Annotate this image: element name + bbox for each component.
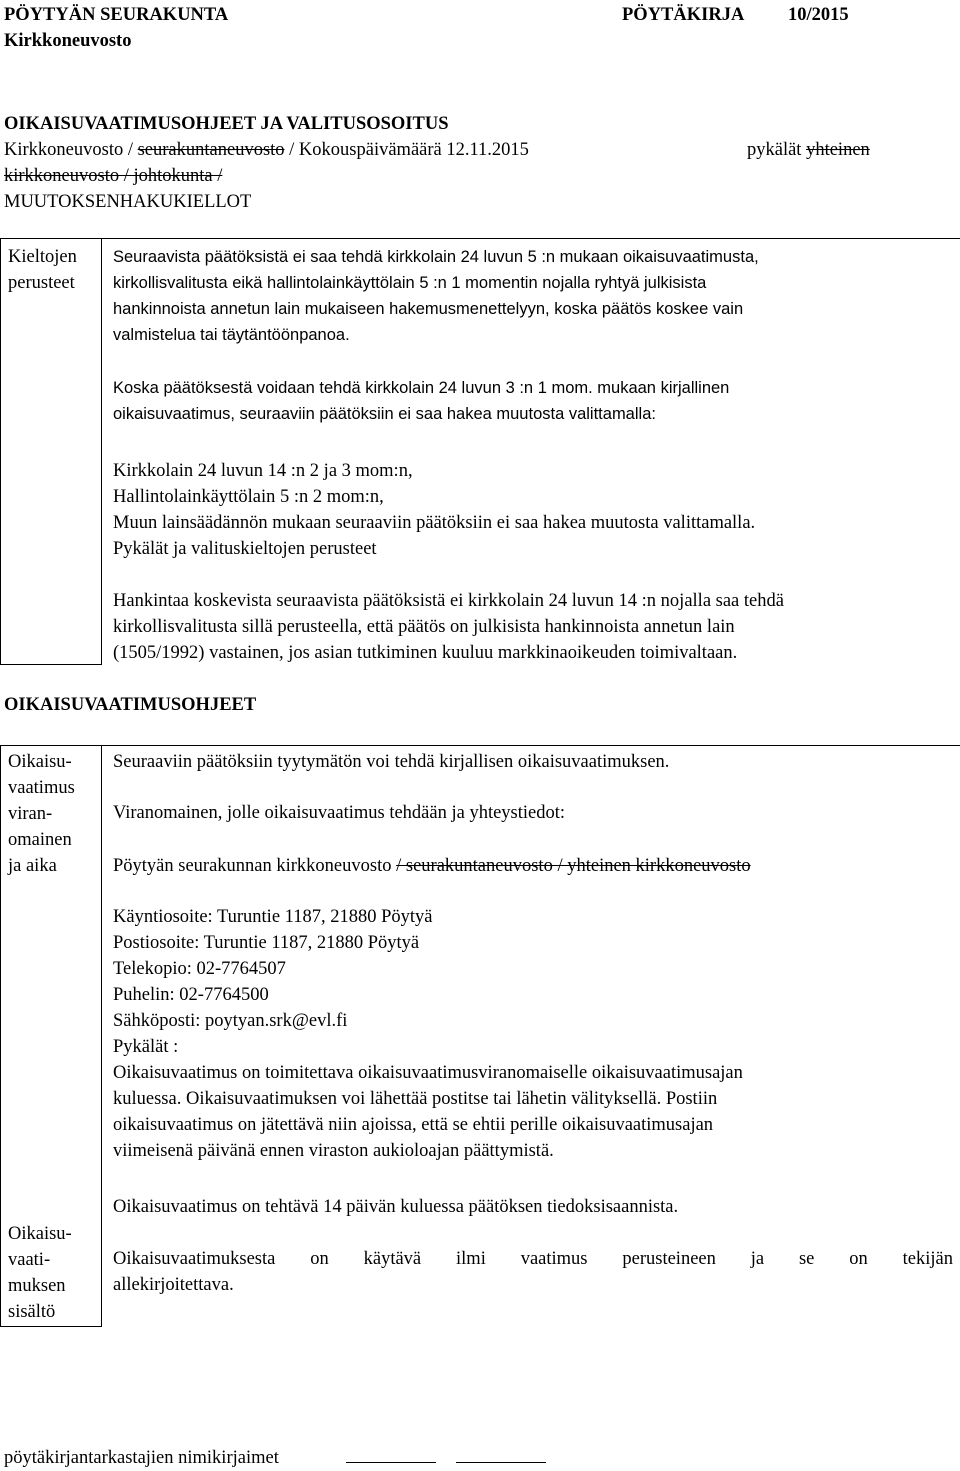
org-subname: Kirkkoneuvosto [4, 31, 132, 51]
side-label-line: perusteet [8, 273, 75, 293]
pykalat-text: pykälät [747, 140, 807, 160]
signature-line-1[interactable] [346, 1462, 436, 1463]
contact-line: viimeisenä päivänä ennen viraston aukioloajan päättymistä. [113, 1141, 554, 1161]
doc-number: 10/2015 [788, 5, 849, 25]
left-border-ohjeet [0, 745, 1, 1327]
paragraph-ohjeet-2: Viranomainen, jolle oikaisuvaatimus tehdään ja yhteystiedot: [113, 803, 566, 823]
meeting-line-b: / Kokouspäivämäärä 12.11.2015 [284, 140, 529, 160]
paragraph-kiellot-3 [113, 458, 955, 562]
left-border [0, 238, 1, 665]
pykalat-line [747, 137, 870, 163]
divider-ohjeet [0, 745, 960, 746]
contact-line: Telekopio: 02-7764507 [113, 959, 286, 979]
paragraph-line: Hallintolainkäyttölain 5 :n 2 mom:n, [113, 487, 384, 507]
paragraph-line: Seuraavista päätöksistä ei saa tehdä kirkkolain 24 luvun 5 :n mukaan oikaisuvaatimusta, [113, 248, 759, 266]
contact-line: Postiosoite: Turuntie 1187, 21880 Pöytyä [113, 933, 420, 953]
authority-line [113, 853, 751, 879]
side-label-line: Kieltojen [8, 247, 77, 267]
paragraph-line: (1505/1992) vastainen, jos asian tutkiminen kuuluu markkinaoikeuden toimivaltaan. [113, 643, 738, 663]
side-label-line: ja aika [8, 856, 57, 876]
signature-line-2[interactable] [456, 1462, 546, 1463]
meeting-line-a: Kirkkoneuvosto / [4, 140, 138, 160]
doc-type: PÖYTÄKIRJA [622, 5, 745, 25]
contact-line: Puhelin: 02-7764500 [113, 985, 269, 1005]
contact-line: Oikaisuvaatimus on toimitettava oikaisuvaatimusviranomaiselle oikaisuvaatimusajan [113, 1063, 743, 1083]
paragraph-ohjeet-4: Oikaisuvaatimus on tehtävä 14 päivän kuluessa päätöksen tiedoksisaannista. [113, 1197, 679, 1217]
side-label-line: sisältö [8, 1302, 56, 1322]
paragraph-kiellot-2 [113, 375, 955, 427]
authority-strike: / seurakuntaneuvosto / yhteinen kirkkoneuvosto [396, 856, 751, 876]
paragraph-line: Hankintaa koskevista seuraavista päätöksistä ei kirkkolain 24 luvun 14 :n nojalla saa tehdä [113, 591, 784, 611]
paragraph-line: Pykälät ja valituskieltojen perusteet [113, 539, 377, 559]
pykalat-strike: yhteinen [806, 140, 870, 160]
side-label-viranomainen [8, 749, 75, 879]
org-name: PÖYTYÄN SEURAKUNTA [4, 5, 229, 25]
paragraph-kiellot-4 [113, 588, 955, 666]
side-label-line: omainen [8, 830, 72, 850]
paragraph-line: kirkollisvalitusta sillä perusteella, että päätös on julkisista hankinnoista annetun lain [113, 617, 735, 637]
side-bottom-border [0, 664, 102, 665]
paragraph-line: Muun lainsäädännön mukaan seuraaviin päätöksiin ei saa hakea muutosta valittamalla. [113, 513, 756, 533]
appeal-title: OIKAISUVAATIMUSOHJEET JA VALITUSOSOITUS [4, 114, 449, 134]
divider-top [0, 238, 960, 239]
paragraph-line: hankinnoista annetun lain mukaiseen hakemusmenettelyyn, koska päätös koskee vain [113, 300, 744, 318]
contact-block [113, 904, 955, 1164]
paragraph-line: Kirkkolain 24 luvun 14 :n 2 ja 3 mom:n, [113, 461, 413, 481]
side-label-line: Oikaisu- [8, 1224, 72, 1244]
paragraph-line: Oikaisuvaatimuksesta on käytävä ilmi vaatimus perusteineen ja se on tekijän [113, 1249, 953, 1269]
contact-line: Sähköposti: poytyan.srk@evl.fi [113, 1011, 348, 1031]
section-heading-ohjeet: OIKAISUVAATIMUSOHJEET [4, 695, 257, 715]
side-label-line: Oikaisu- [8, 752, 72, 772]
side-label-line: vaati- [8, 1250, 51, 1270]
meeting-line [4, 137, 529, 163]
side-label-line: viran- [8, 804, 53, 824]
side-label-line: vaatimus [8, 778, 75, 798]
side-bottom-border-ohjeet [0, 1326, 102, 1327]
contact-line: Käyntiosoite: Turuntie 1187, 21880 Pöytyä [113, 907, 433, 927]
signature-label: pöytäkirjantarkastajien nimikirjaimet [4, 1448, 279, 1468]
authority-name: Pöytyän seurakunnan kirkkoneuvosto [113, 856, 397, 876]
column-divider [101, 238, 102, 665]
paragraph-kiellot-1 [113, 244, 955, 348]
body-line-strike: kirkkoneuvosto / johtokunta / [4, 166, 223, 186]
paragraph-line: allekirjoitettava. [113, 1275, 234, 1295]
contact-line: kuluessa. Oikaisuvaatimuksen voi lähettää postitse tai lähetin välityksellä. Postiin [113, 1089, 718, 1109]
meeting-line-strike: seurakuntaneuvosto [137, 140, 285, 160]
paragraph-ohjeet-5 [113, 1246, 953, 1298]
paragraph-line: kirkollisvalitusta eikä hallintolainkäyttölain 5 :n 1 momentin nojalla ryhtyä julkisista [113, 274, 707, 292]
side-label-line: muksen [8, 1276, 66, 1296]
column-divider-ohjeet [101, 745, 102, 1327]
contact-line: Pykälät : [113, 1037, 179, 1057]
paragraph-line: valmistelua tai täytäntöönpanoa. [113, 326, 350, 344]
contact-line: oikaisuvaatimus on jätettävä niin ajoissa, että se ehtii perille oikaisuvaatimusajan [113, 1115, 714, 1135]
paragraph-ohjeet-1: Seuraaviin päätöksiin tyytymätön voi tehdä kirjallisen oikaisuvaatimuksen. [113, 752, 670, 772]
side-label-kieltojen [8, 244, 77, 296]
paragraph-line: oikaisuvaatimus, seuraaviin päätöksiin ei saa hakea muutosta valittamalla: [113, 405, 656, 423]
section-heading-kiellot: MUUTOKSENHAKUKIELLOT [4, 192, 252, 212]
side-label-sisalto [8, 1221, 72, 1325]
paragraph-line: Koska päätöksestä voidaan tehdä kirkkolain 24 luvun 3 :n 1 mom. mukaan kirjallinen [113, 379, 730, 397]
